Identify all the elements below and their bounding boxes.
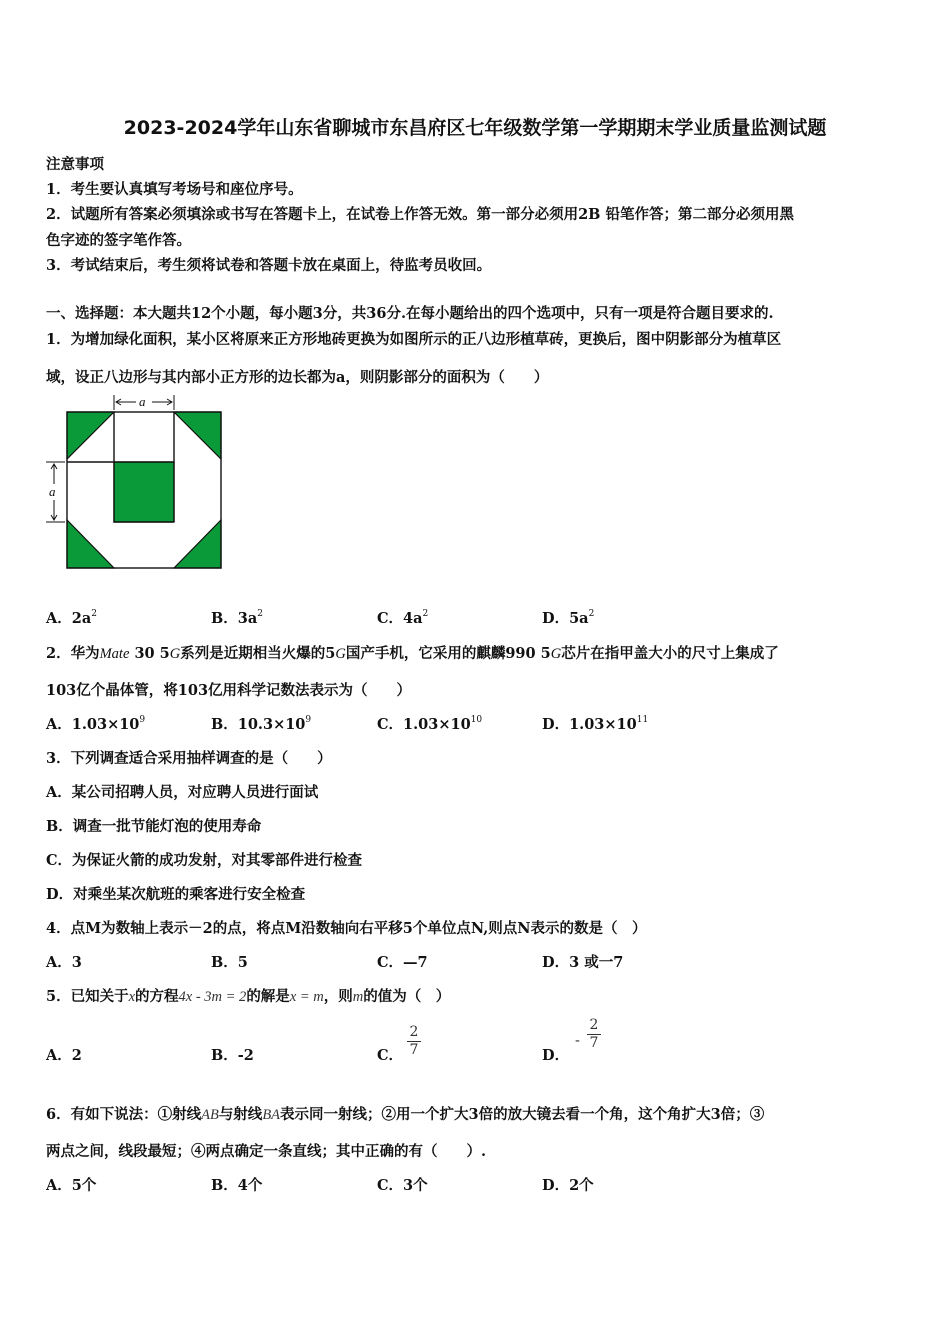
q5-fraction-c: 2 7: [407, 1024, 421, 1059]
q1-octagon-figure: [44, 392, 226, 572]
notice-item-3: 3．考试结束后，考生须将试卷和答题卡放在桌面上，待监考员收回。: [46, 257, 492, 274]
q4-option-a[interactable]: A．3: [46, 954, 82, 971]
q1-option-d[interactable]: D．$5a^2$: [542, 609, 595, 627]
q4-option-d[interactable]: D．3 或一7: [542, 954, 624, 971]
q5-option-d[interactable]: D．: [542, 1047, 570, 1064]
q1-stem-1: 1．为增加绿化面积，某小区将原来正方形地砖更换为如图所示的正八边形植草砖，更换后，图中阴影部分为植草区: [46, 331, 782, 348]
q3-option-a[interactable]: A．某公司招聘人员，对应聘人员进行面试: [46, 784, 319, 801]
q2-stem-1: 2．华为Mate 30 5G系列是近期相当火爆的5G国产手机，它采用的麒麟990 5G芯片在指甲盖大小的尺寸上集成了: [46, 645, 779, 662]
q2-option-a[interactable]: A．$1.03\times 10^9$: [46, 715, 146, 733]
q6-option-c[interactable]: C．3个: [377, 1177, 428, 1194]
q2-option-d[interactable]: D．$1.03\times 10^{11}$: [542, 715, 649, 733]
q5-fraction-d-sign: -: [575, 1033, 580, 1049]
notice-item-2: 2．试题所有答案必须填涂或书写在答题卡上，在试卷上作答无效。第一部分必须用2B 铅笔作答；第二部分必须用黑: [46, 206, 794, 223]
shade-bottom-right: [174, 520, 221, 568]
q2-option-c[interactable]: C．$1.03\times 10^{10}$: [377, 715, 483, 733]
section-heading: 一、选择题：本大题共12个小题，每小题3分，共36分.在每小题给出的四个选项中，只有一项是符合题目要求的.: [46, 305, 774, 322]
q5-fraction-d: 2 7: [587, 1017, 601, 1052]
q6-option-b[interactable]: B．4个: [211, 1177, 263, 1194]
q5-stem: 5．已知关于x的方程4x - 3m = 2的解是x = m，则m的值为（ ）: [46, 988, 451, 1005]
q1-stem-2: 域，设正八边形与其内部小正方形的边长都为a，则阴影部分的面积为（ ）: [46, 369, 549, 386]
q6-option-d[interactable]: D．2个: [542, 1177, 594, 1194]
q1-option-b[interactable]: B．$3a^2$: [211, 609, 263, 627]
q3-option-d[interactable]: D．对乘坐某次航班的乘客进行安全检查: [46, 886, 306, 903]
q6-stem-1: 6．有如下说法：①射线AB与射线BA表示同一射线；②用一个扩大3倍的放大镜去看一个角，这个角扩大3倍；③: [46, 1106, 765, 1123]
shade-bottom-left: [67, 520, 114, 568]
q2-stem-2: 103亿个晶体管，将103亿用科学记数法表示为（ ）: [46, 682, 412, 699]
q3-stem: 3．下列调查适合采用抽样调查的是（ ）: [46, 750, 332, 767]
q5-option-a[interactable]: A．2: [46, 1047, 82, 1064]
fig-label-top: a: [139, 394, 146, 409]
q3-option-c[interactable]: C．为保证火箭的成功发射，对其零部件进行检查: [46, 852, 363, 869]
q1-option-c[interactable]: C．$4a^2$: [377, 609, 429, 627]
shade-center-square: [114, 462, 174, 522]
q4-stem: 4．点M为数轴上表示－2的点，将点M沿数轴向右平移5个单位点N,则点N表示的数是（ ）: [46, 920, 647, 937]
shade-top-right: [174, 412, 221, 459]
notice-item-2-cont: 色字迹的签字笔作答。: [46, 232, 191, 249]
q6-stem-2: 两点之间，线段最短；④两点确定一条直线；其中正确的有（ ）.: [46, 1143, 487, 1160]
notice-item-1: 1．考生要认真填写考场号和座位序号。: [46, 181, 303, 198]
q6-option-a[interactable]: A．5个: [46, 1177, 97, 1194]
q5-option-b[interactable]: B．-2: [211, 1047, 254, 1064]
fig-label-left: a: [49, 484, 56, 499]
q4-option-b[interactable]: B．5: [211, 954, 248, 971]
q4-option-c[interactable]: C．—7: [377, 954, 428, 971]
q2-option-b[interactable]: B．$10.3\times 10^9$: [211, 715, 312, 733]
notice-heading: 注意事项: [46, 156, 104, 173]
shade-top-left: [67, 412, 114, 459]
q1-option-a[interactable]: A．$2a^2$: [46, 609, 97, 627]
q3-option-b[interactable]: B．调查一批节能灯泡的使用寿命: [46, 818, 262, 835]
page-title: 2023-2024学年山东省聊城市东昌府区七年级数学第一学期期末学业质量监测试题: [123, 117, 827, 139]
q5-option-c[interactable]: C．: [377, 1047, 404, 1064]
